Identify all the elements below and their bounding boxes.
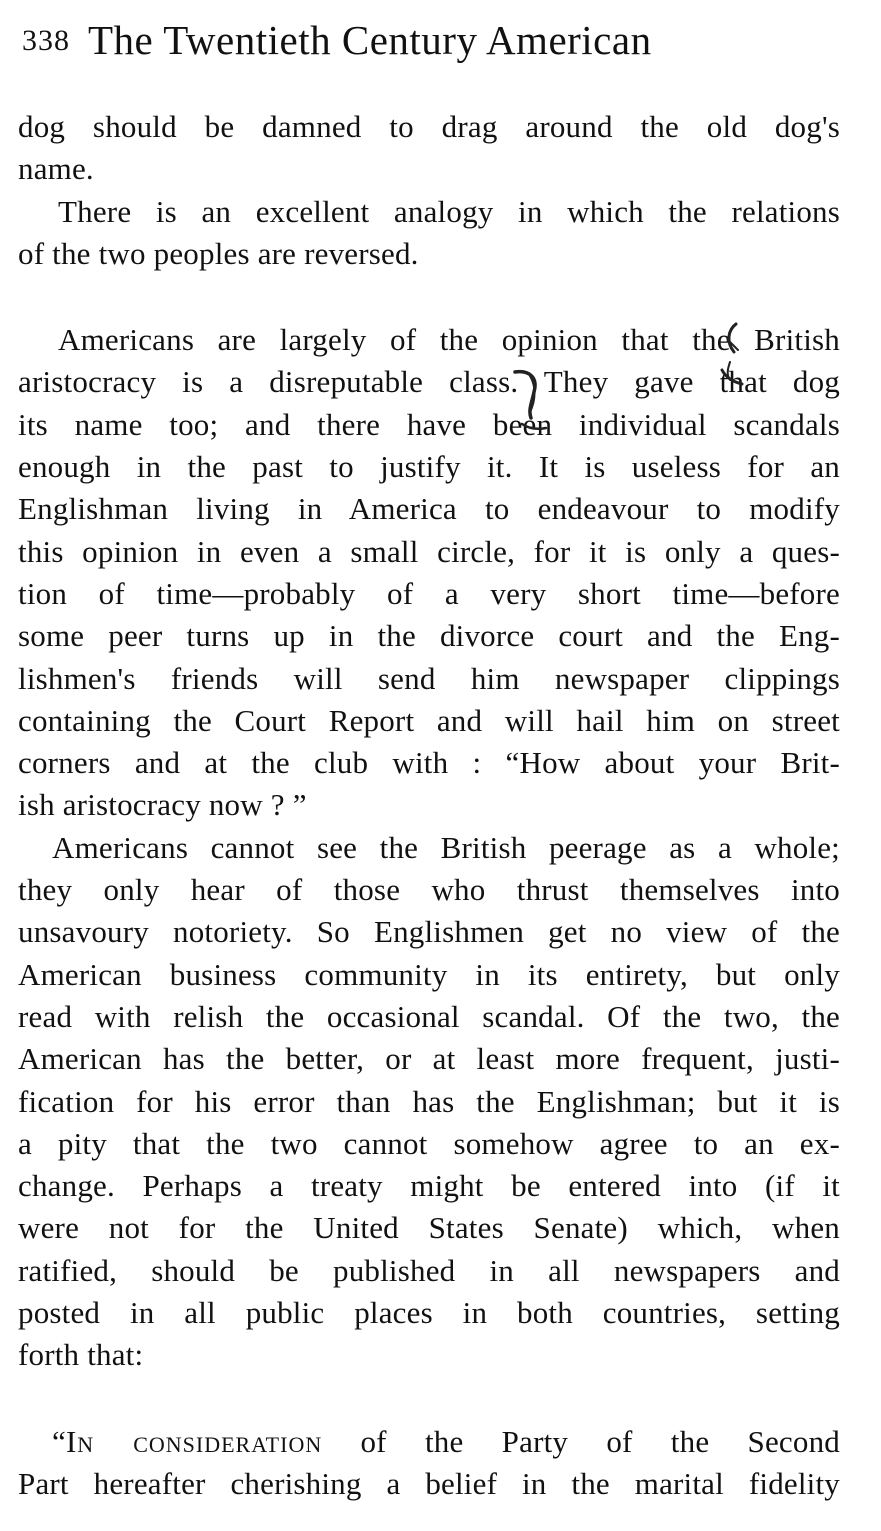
text-line: change. Perhaps a treaty might be entered into (if it xyxy=(18,1168,840,1204)
text-line: name. xyxy=(18,151,94,187)
text-line: this opinion in even a small circle, for it is only a ques- xyxy=(18,533,840,569)
text-line: lishmen's friends will send him newspaper clippings xyxy=(18,660,840,696)
page-number: 338 xyxy=(22,24,70,57)
text-line: Englishman living in America to endeavour to modify xyxy=(18,491,840,527)
text-line: dog should be damned to drag around the old dog's xyxy=(18,109,840,144)
text-line: its name too; and there have been individual scandals xyxy=(18,406,840,442)
text-line: forth that: xyxy=(18,1337,144,1373)
text-line: Part hereafter cherishing a belief in the marital fidelity xyxy=(18,1465,840,1501)
text-line: containing the Court Report and will hail him on street xyxy=(18,702,840,738)
text-line: they only hear of those who thrust themselves into xyxy=(18,872,840,908)
open-quote: “ xyxy=(52,1423,66,1459)
line-rest: of the Party of the Second xyxy=(322,1423,840,1459)
running-title: The Twentieth Century American xyxy=(88,17,652,63)
text-line: unsavoury notoriety. So Englishmen get no view of the xyxy=(18,914,840,950)
text-line xyxy=(18,1421,840,1463)
text-line: of the two peoples are reversed. xyxy=(18,235,419,271)
text-line: ish aristocracy now ? ” xyxy=(18,787,307,823)
text-line: American business community in its entirety, but only xyxy=(18,956,840,992)
paragraph-gap xyxy=(18,275,840,319)
text-line: were not for the United States Senate) which, when xyxy=(18,1210,840,1246)
text-line: aristocracy is a disreputable class. They gave that dog xyxy=(18,364,840,400)
text-line: ratified, should be published in all newspapers and xyxy=(18,1252,840,1288)
text-line: American has the better, or at least more frequent, justi- xyxy=(18,1041,840,1077)
text-line: fication for his error than has the Englishman; but it is xyxy=(18,1083,840,1119)
text-line: some peer turns up in the divorce court and the Eng- xyxy=(18,618,840,654)
text-line: There is an excellent analogy in which the relations xyxy=(58,193,840,229)
paragraph-gap xyxy=(18,1377,840,1421)
text-line: a pity that the two cannot somehow agree to an ex- xyxy=(18,1125,840,1161)
body-text xyxy=(18,106,840,1505)
text-line: posted in all public places in both countries, setting xyxy=(18,1295,840,1331)
text-line: tion of time—probably of a very short time—before xyxy=(18,575,840,611)
text-line: corners and at the club with : “How about your Brit- xyxy=(18,745,840,781)
text-line: Americans are largely of the opinion that the British xyxy=(58,322,840,358)
text-line: Americans cannot see the British peerage as a whole; xyxy=(52,829,840,865)
text-line: read with relish the occasional scandal. Of the two, the xyxy=(18,998,840,1034)
small-caps-phrase: In consideration xyxy=(65,1423,323,1459)
running-header xyxy=(22,16,652,72)
text-line: enough in the past to justify it. It is useless for an xyxy=(18,449,840,485)
